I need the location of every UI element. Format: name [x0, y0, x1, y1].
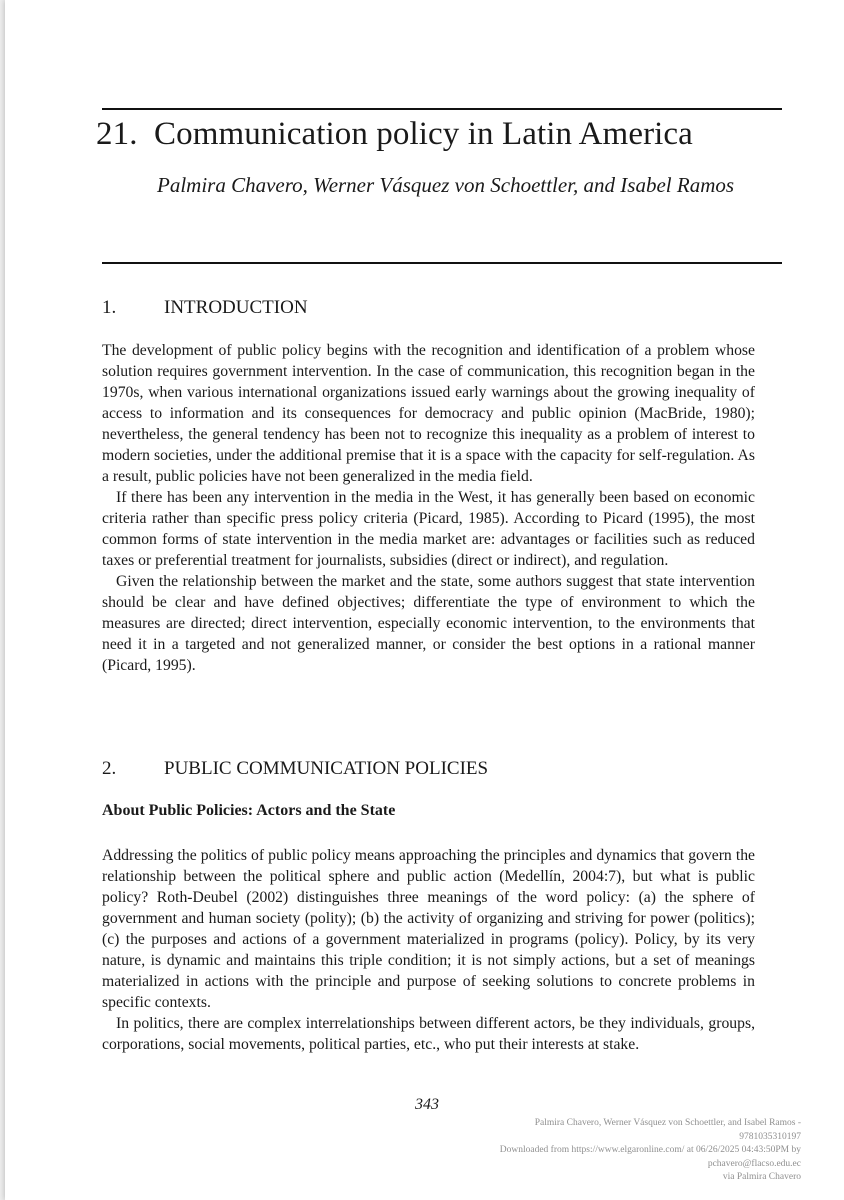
title-top-rule [102, 108, 782, 110]
footer-authors: Palmira Chavero, Werner Vásquez von Schoettler, and Isabel Ramos - [534, 1118, 801, 1128]
paragraph: In politics, there are complex interrelationships between different actors, be they individuals, groups, corporations, social movements, political parties, etc., who put their interests at stake. [102, 1015, 755, 1053]
section-heading-introduction [102, 297, 308, 319]
section-number: 1. [102, 297, 117, 318]
public-policies-body [102, 845, 755, 1055]
title-bottom-rule [102, 262, 782, 264]
page-number: 343 [415, 1096, 439, 1113]
footer-via: via Palmira Chavero [722, 1172, 801, 1182]
subsection-heading: About Public Policies: Actors and the State [102, 802, 396, 819]
footer-download-info: Downloaded from https://www.elgaronline.com/ at 06/26/2025 04:43:50PM by [499, 1145, 801, 1155]
chapter-title [96, 116, 693, 153]
chapter-authors: Palmira Chavero, Werner Vásquez von Schoettler, and Isabel Ramos [157, 173, 735, 197]
paragraph: Given the relationship between the market and the state, some authors suggest that state intervention should be clear and have defined objectives; differentiate the type of environment to which the measures are directed; direct intervention, especially economic intervention, to the environments that need it in a targeted and not generalized manner, or consider the best options in a rational manner (Picard, 1995). [102, 573, 755, 674]
paragraph: If there has been any intervention in the media in the West, it has generally been based on economic criteria rather than specific press policy criteria (Picard, 1985). According to Picard (1995), the most common forms of state intervention in the media market are: advantages or facilities such as reduced taxes or preferential treatment for journalists, subsidies (direct or indirect), and regulation. [102, 489, 755, 569]
section-title: PUBLIC COMMUNICATION POLICIES [164, 758, 489, 779]
section-title: INTRODUCTION [164, 297, 308, 318]
section-number: 2. [102, 758, 117, 779]
download-footer [461, 1117, 801, 1185]
footer-email: pchavero@flacso.edu.ec [707, 1158, 801, 1169]
paragraph: Addressing the politics of public policy means approaching the principles and dynamics that govern the relationship between the political sphere and public action (Medellín, 2004:7), but what is public policy? Roth-Deubel (2002) distinguishes three meanings of the word policy: (a) the sphere of government and human society (polity); (b) the activity of organizing and striving for power (politics); (c) the purposes and actions of a government materialized in programs (policy). Policy, by its very nature, is dynamic and maintains this triple condition; it is not simply actions, but a set of meanings materialized in actions with the principle and purpose of seeking solutions to concrete problems in specific contexts. [102, 847, 755, 1011]
chapter-number: 21. [96, 116, 138, 152]
introduction-body [102, 340, 755, 676]
section-heading-public-communication-policies [102, 758, 488, 780]
document-page [5, 0, 844, 1200]
chapter-title-text: Communication policy in Latin America [154, 116, 693, 152]
paragraph: The development of public policy begins with the recognition and identification of a problem whose solution requires government intervention. In the case of communication, this recognition began in the 1970s, when various international organizations issued early warnings about the growing inequality of access to information and its consequences for democracy and public opinion (MacBride, 1980); nevertheless, the general tendency has been not to recognize this inequality as a problem of interest to modern societies, under the additional premise that it is a space with the capacity for self-regulation. As a result, public policies have not been generalized in the media field. [102, 342, 755, 485]
footer-isbn: 9781035310197 [739, 1131, 801, 1142]
